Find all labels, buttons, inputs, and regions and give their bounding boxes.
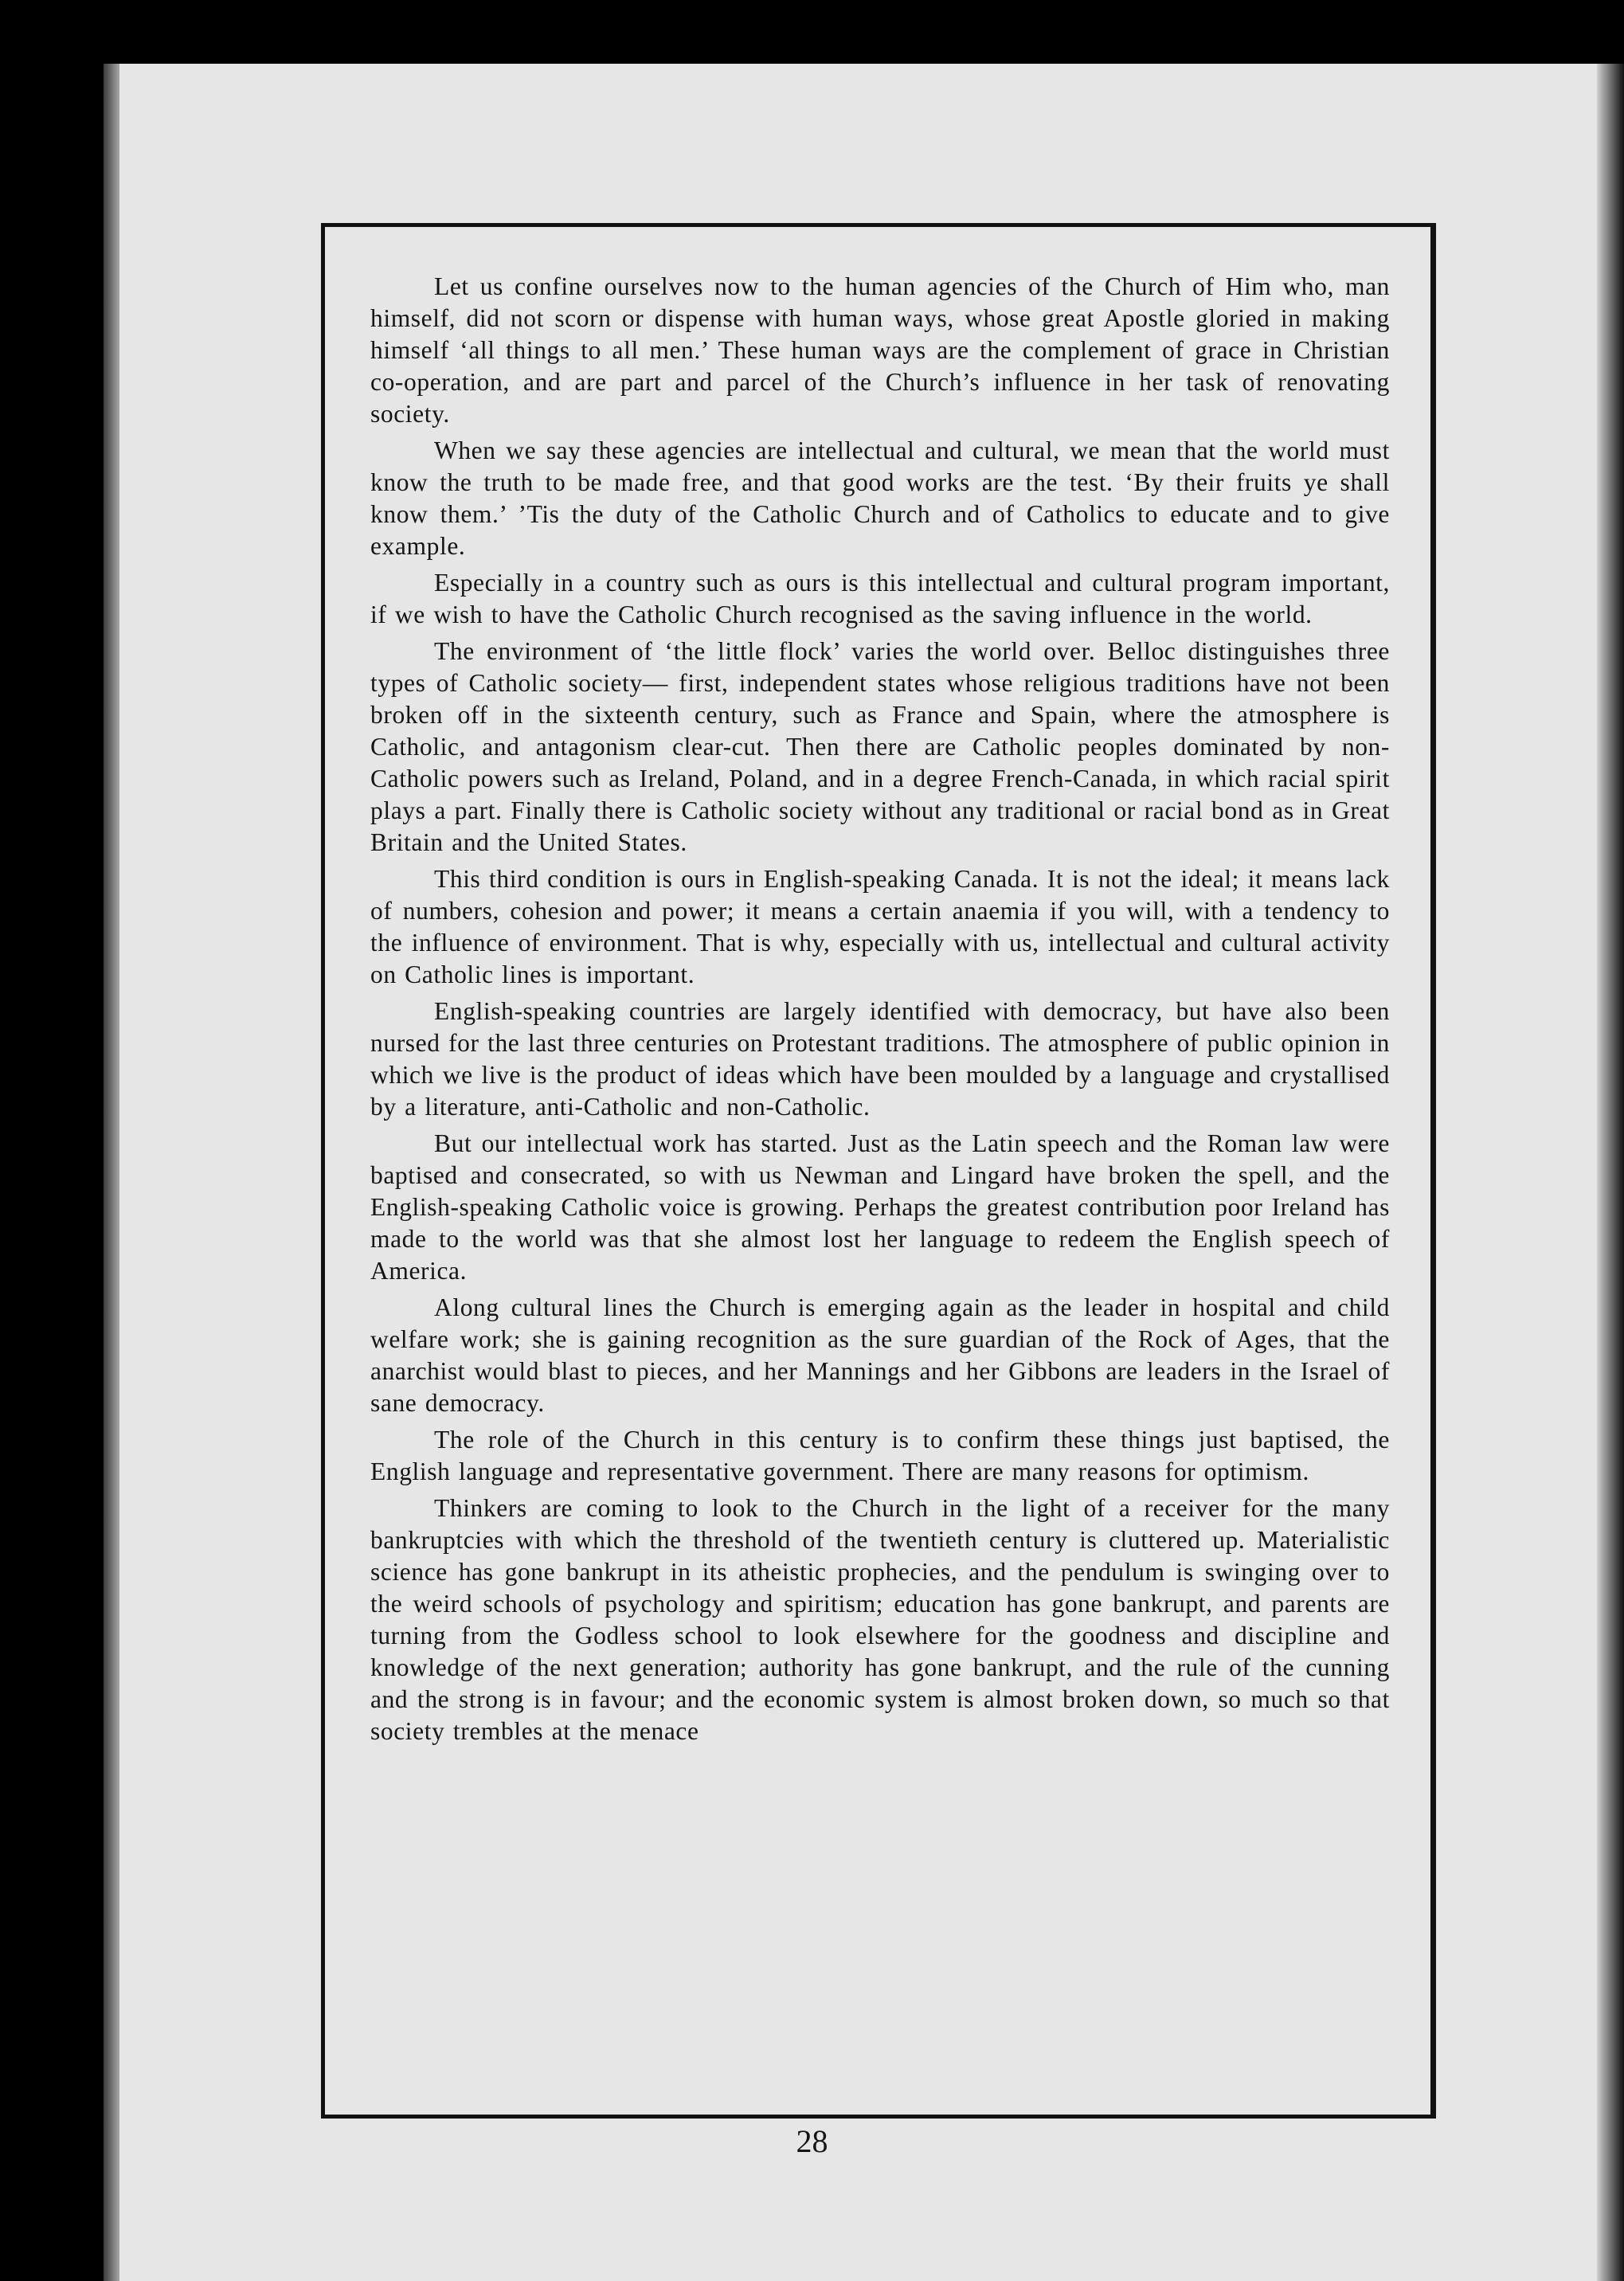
paragraph: This third condition is ours in English-speaking Canada. It is not the ideal; it means lack of numbers, cohesion and power; it means a certain anaemia if you will, with a tendency to the influence of environment. That is why, especially with us, intellectual and cultural activity on Catholic lines is important.: [370, 865, 1390, 988]
paragraph: Thinkers are coming to look to the Church in the light of a receiver for the many bankruptcies with which the threshold of the twentieth century is cluttered up. Materialistic science has gone bankrupt in its atheistic prophecies, and the pendulum is swinging over to the weird schools of psychology and spiritism; education has gone bankrupt, and parents are turning from the Godless school to look elsewhere for the goodness and discipline and knowledge of the next generation; authority has gone bankrupt, and the rule of the cunning and the strong is in favour; and the economic system is almost broken down, so much so that society trembles at the menace: [370, 1494, 1390, 1745]
paragraph: Let us confine ourselves now to the human agencies of the Church of Him who, man himself, did not scorn or dispense with human ways, whose great Apostle gloried in making himself ‘all things to all men.’ These human ways are the complement of grace in Christian co-operation, and are part and parcel of the Church’s influence in her task of renovating society.: [370, 272, 1390, 428]
body-text: [370, 271, 1390, 1752]
page-edge-shadow: [1597, 64, 1624, 2281]
paragraph: English-speaking countries are largely identified with democracy, but have also been nursed for the last three centuries on Protestant traditions. The atmosphere of public opinion in which we live is the product of ideas which have been moulded by a language and crystallised by a literature, anti-Catholic and non-Catholic.: [370, 997, 1390, 1121]
paragraph: The role of the Church in this century is to confirm these things just baptised, the English language and representative government. There are many reasons for optimism.: [370, 1426, 1390, 1485]
paragraph: When we say these agencies are intellectual and cultural, we mean that the world must know the truth to be made free, and that good works are the test. ‘By their fruits ye shall know them.’ ’Tis the duty of the Catholic Church and of Catholics to educate and to give example.: [370, 436, 1390, 560]
paragraph: But our intellectual work has started. Just as the Latin speech and the Roman law were baptised and consecrated, so with us Newman and Lingard have broken the spell, and the English-speaking Catholic voice is growing. Perhaps the greatest contribution poor Ireland has made to the world was that she almost lost her language to redeem the English speech of America.: [370, 1129, 1390, 1285]
page-number: 28: [796, 2123, 828, 2159]
paragraph: Along cultural lines the Church is emerging again as the leader in hospital and child welfare work; she is gaining recognition as the sure guardian of the Rock of Ages, that the anarchist would blast to pieces, and her Mannings and her Gibbons are leaders in the Israel of sane democracy.: [370, 1293, 1390, 1417]
paragraph: Especially in a country such as ours is this intellectual and cultural program important, if we wish to have the Catholic Church recognised as the saving influence in the world.: [370, 569, 1390, 628]
paragraph: The environment of ‘the little flock’ varies the world over. Belloc distinguishes three types of Catholic society— first, independent states whose religious traditions have not been broken off in the sixteenth century, such as France and Spain, where the atmosphere is Catholic, and antagonism clear-cut. Then there are Catholic peoples dominated by non-Catholic powers such as Ireland, Poland, and in a degree French-Canada, in which racial spirit plays a part. Finally there is Catholic society without any traditional or racial bond as in Great Britain and the United States.: [370, 637, 1390, 856]
